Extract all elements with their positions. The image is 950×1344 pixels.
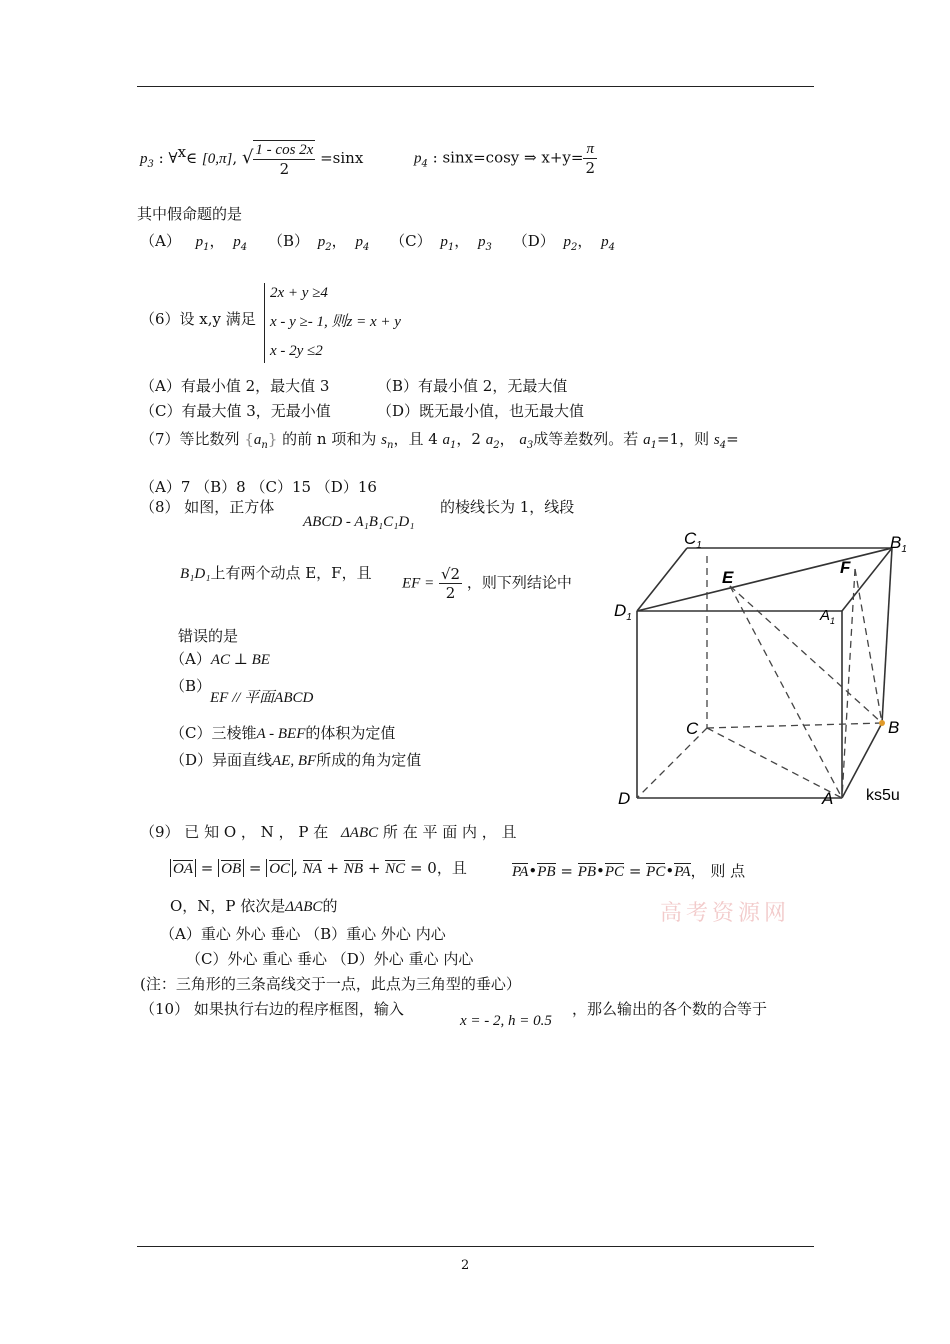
label-c: C bbox=[686, 719, 699, 738]
label-f: F bbox=[840, 558, 851, 577]
figure-tag: ks5u bbox=[866, 787, 900, 804]
question-6-option-c: （C）有最大值 3，无最小值 bbox=[140, 402, 331, 420]
question-9-options-ab: （A）重心 外心 垂心 （B）重心 外心 内心 bbox=[160, 925, 446, 943]
label-e: E bbox=[722, 568, 734, 587]
question-6-option-d: （D）既无最小值，也无最大值 bbox=[377, 402, 585, 420]
question-10-tail: ，那么输出的各个数的合等于 bbox=[572, 1000, 768, 1018]
watermark: 高考资源网 bbox=[660, 901, 791, 926]
label-b1: $B_1$ bbox=[890, 533, 907, 555]
question-9-note: (注：三角形的三条高线交于一点，此点为三角型的垂心） bbox=[140, 975, 521, 993]
question-9-stem: （9） 已 知 O ， N ， P 在 ΔABC 所 在 平 面 内 ， 且 bbox=[140, 823, 517, 841]
cube-figure bbox=[612, 528, 912, 808]
proposition-p4: $p_4$ : sinx=cosy ⇒ x+y= $\frac{\pi}{2}$ bbox=[414, 141, 596, 177]
constraint-1: 2x + y ≥4 bbox=[270, 285, 328, 301]
constraint-2: x - y ≥- 1, 则z = x + y bbox=[270, 314, 401, 330]
question-8-option-a: （A）AC ⊥ BE bbox=[170, 650, 270, 668]
question-8-option-c: （C）三棱锥A - BEF的体积为定值 bbox=[170, 724, 396, 742]
question-8-option-b: （B） bbox=[170, 677, 212, 695]
question-6-option-b: （B）有最小值 2，无最大值 bbox=[377, 377, 568, 395]
question-9-condition-2: PA•PB = PB•PC = PC•PA， 则 点 bbox=[512, 862, 746, 880]
proposition-p3: $p_3$ : ∀x∈ [0,π], √ $\frac{1 - \cos 2x}{2}$ =sinx bbox=[140, 142, 364, 178]
question-6-option-a: （A）有最小值 2，最大值 3 bbox=[140, 377, 330, 395]
question-8-line-2: B₁D₁上有两个动点 E，F，且 bbox=[180, 564, 372, 582]
ef-length: EF = $\frac{√2}{2}$ ，则下列结论中 bbox=[402, 565, 572, 602]
footer-rule bbox=[137, 1246, 814, 1247]
question-5-stem: 其中假命题的是 bbox=[137, 205, 243, 223]
question-8-line-3: 错误的是 bbox=[178, 627, 239, 645]
question-7-options: （A）7 （B）8 （C）15 （D）16 bbox=[140, 478, 377, 496]
question-8-option-b-expr: EF // 平面ABCD bbox=[210, 690, 314, 706]
page-number: 2 bbox=[461, 1258, 470, 1273]
question-10-stem: （10） 如果执行右边的程序框图，输入 bbox=[140, 1000, 404, 1018]
label-a: A bbox=[822, 789, 834, 808]
header-rule bbox=[137, 86, 814, 87]
question-9-line-3: O，N，P 依次是ΔABC的 bbox=[170, 897, 338, 915]
question-9-condition: OA = OB = OC , NA + NB + NC = 0，且 bbox=[170, 859, 467, 878]
question-8-stem: （8） 如图，正方体 bbox=[140, 498, 275, 516]
question-8-stem-2: 的棱线长为 1，线段 bbox=[440, 498, 575, 516]
question-7-stem: （7）等比数列 $\{a_n\}$ 的前 n 项和为 $s_n$，且 4 $a_1$，2 $a_2$， $a_3$成等差数列。若 $a_1=1$，则 $s_4=$ bbox=[140, 430, 739, 451]
label-a1: $A_1$ bbox=[820, 607, 836, 626]
cube-name: ABCD - A₁B₁C₁D₁ bbox=[303, 514, 415, 530]
question-10-input: x = - 2, h = 0.5 bbox=[460, 1013, 552, 1029]
label-c1: $C_1$ bbox=[684, 529, 702, 551]
question-8-option-d: （D）异面直线AE, BF所成的角为定值 bbox=[170, 751, 422, 769]
question-9-options-cd: （C）外心 重心 垂心 （D）外心 重心 内心 bbox=[186, 950, 474, 968]
label-d: D bbox=[618, 789, 631, 808]
label-d1: $D_1$ bbox=[614, 601, 632, 623]
question-5-options: （A） $p_1$， $p_4$ （B） $p_2$， $p_4$ （C） $p_1$， $p_3$ （D） $p_2$， $p_4$ bbox=[140, 232, 616, 253]
system-brace bbox=[264, 283, 265, 363]
label-b: B bbox=[888, 718, 900, 737]
question-6-stem: （6）设 x,y 满足 bbox=[140, 310, 256, 328]
constraint-3: x - 2y ≤2 bbox=[270, 343, 323, 359]
